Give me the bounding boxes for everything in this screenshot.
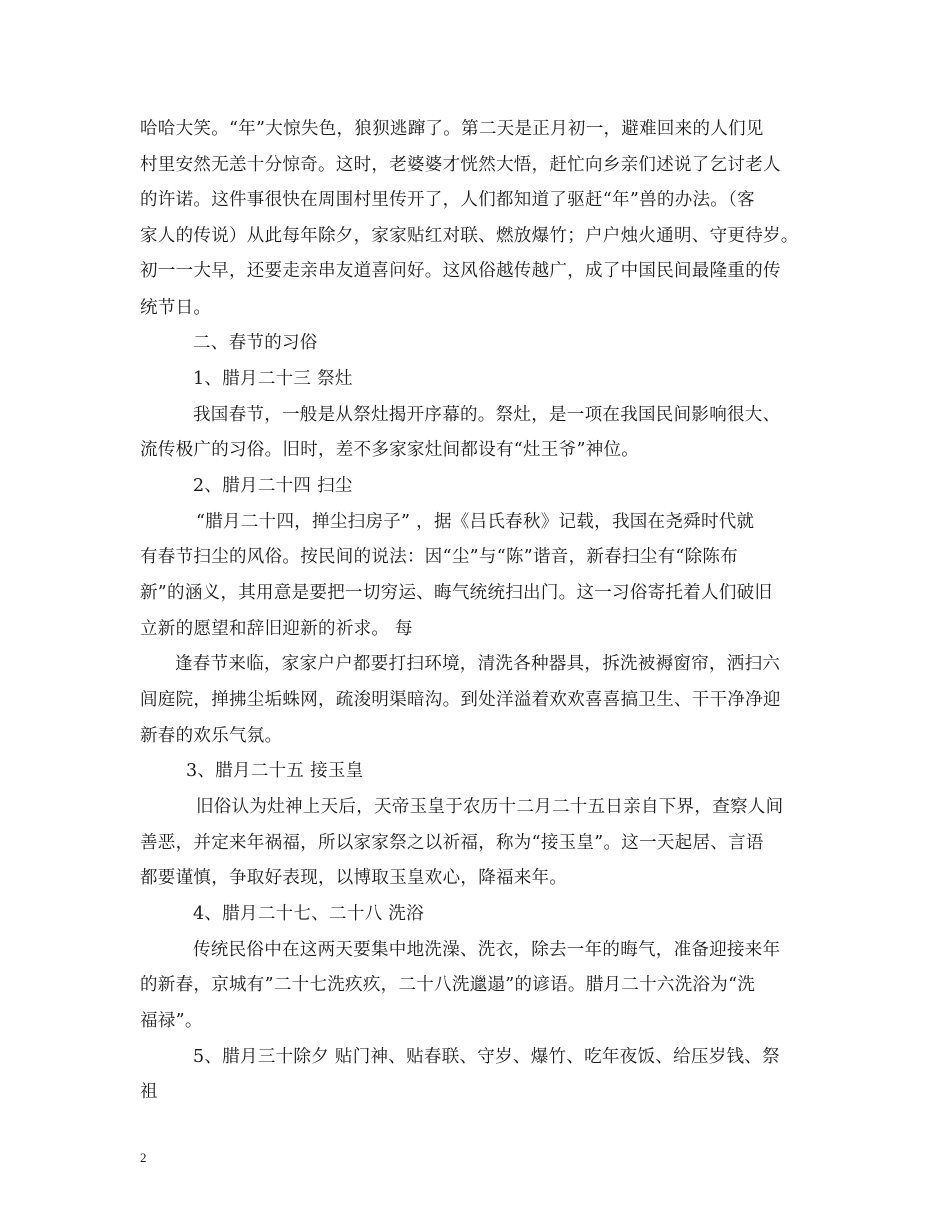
body-line: “腊月二十四，掸尘扫房子” ，据《吕氏春秋》记载，我国在尧舜时代就 bbox=[196, 512, 755, 532]
page-number: 2 bbox=[140, 1150, 147, 1165]
body-line: 闾庭院，掸拂尘垢蛛网，疏浚明渠暗沟。到处洋溢着欢欢喜喜搞卫生、干干净净迎 bbox=[140, 690, 781, 710]
subsection-heading: 3、腊月二十五 接玉皇 bbox=[186, 761, 364, 781]
body-line: 立新的愿望和辞旧迎新的祈求。 每 bbox=[140, 619, 413, 639]
body-line: 的许诺。这件事很快在周围村里传开了，人们都知道了驱赶“年”兽的办法。（客 bbox=[140, 190, 755, 210]
body-line: 福禄”。 bbox=[140, 1011, 203, 1031]
body-line: 都要谨慎，争取好表现，以博取玉皇欢心，降福来年。 bbox=[140, 868, 568, 888]
body-line: 善恶，并定来年祸福，所以家家祭之以祈福，称为“接玉皇”。这一天起居、言语 bbox=[140, 833, 764, 853]
body-line: 有春节扫尘的风俗。按民间的说法：因“尘”与“陈”谐音，新春扫尘有“除陈布 bbox=[140, 547, 739, 567]
subsection-heading: 5、腊月三十除夕 贴门神、贴春联、守岁、爆竹、吃年夜饭、给压岁钱、祭 bbox=[193, 1047, 780, 1067]
body-line: 流传极广的习俗。旧时，差不多家家灶间都设有“灶王爷”神位。 bbox=[140, 440, 640, 460]
body-line: 家人的传说）从此每年除夕，家家贴红对联、燃放爆竹；户户烛火通明、守更待岁。 bbox=[140, 226, 799, 246]
body-line: 的新春，京城有”二十七洗疚疚，二十八洗邋遢”的谚语。腊月二十六洗浴为“洗 bbox=[140, 975, 756, 995]
subsection-heading: 4、腊月二十七、二十八 洗浴 bbox=[193, 904, 424, 924]
body-line: 传统民俗中在这两天要集中地洗澡、洗衣，除去一年的晦气，准备迎接来年 bbox=[193, 940, 781, 960]
section-heading: 二、春节的习俗 bbox=[193, 333, 318, 353]
body-line: 祖 bbox=[140, 1082, 158, 1102]
body-line: 新春的欢乐气氛。 bbox=[140, 726, 283, 746]
subsection-heading: 2、腊月二十四 扫尘 bbox=[193, 476, 353, 496]
body-line: 村里安然无恙十分惊奇。这时，老婆婆才恍然大悟，赶忙向乡亲们述说了乞讨老人 bbox=[140, 155, 781, 175]
body-line: 逢春节来临，家家户户都要打扫环境，清洗各种器具，拆洗被褥窗帘，洒扫六 bbox=[175, 654, 781, 674]
body-line: 统节日。 bbox=[140, 298, 212, 318]
body-line: 我国春节，一般是从祭灶揭开序幕的。祭灶，是一项在我国民间影响很大、 bbox=[193, 405, 781, 425]
body-line: 初一一大早，还要走亲串友道喜问好。这风俗越传越广，成了中国民间最隆重的传 bbox=[140, 261, 781, 281]
body-line: 新”的涵义，其用意是要把一切穷运、晦气统统扫出门。这一习俗寄托着人们破旧 bbox=[140, 583, 773, 603]
body-line: 哈哈大笑。“年”大惊失色，狼狈逃蹿了。第二天是正月初一，避难回来的人们见 bbox=[140, 119, 764, 139]
subsection-heading: 1、腊月二十三 祭灶 bbox=[193, 369, 353, 389]
body-line: 旧俗认为灶神上天后，天帝玉皇于农历十二月二十五日亲自下界，查察人间 bbox=[196, 797, 784, 817]
